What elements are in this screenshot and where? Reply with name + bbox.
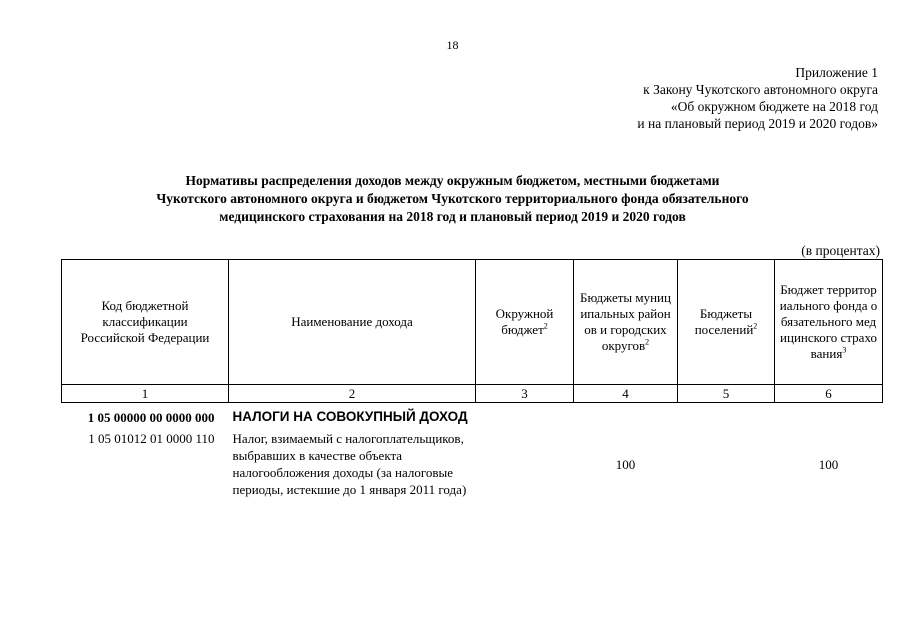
title-line: медицинского страхования на 2018 год и плановый период 2019 и 2020 годов: [219, 209, 686, 224]
empty-cell: [775, 403, 883, 431]
header-text: Окружной бюджет: [495, 306, 554, 337]
header-budget-code: [62, 260, 229, 385]
budget-code: 1 05 00000 00 0000 000: [87, 410, 215, 425]
income-name: НАЛОГИ НА СОВОКУПНЫЙ ДОХОД: [232, 409, 468, 424]
header-district-budget: [476, 260, 574, 385]
title-line: Чукотского автономного округа и бюджетом Чукотского территориального фонда обязательного: [156, 191, 749, 206]
header-text: Бюджет территориального фонда обязательного медицинского страхования: [779, 282, 878, 361]
footnote-mark: 2: [645, 337, 650, 347]
header-text: Бюджеты муниципальных районов и городских округов: [580, 290, 671, 353]
header-text: Наименование дохода: [291, 314, 413, 329]
header-text: Код бюджетной классификации Российской Федерации: [80, 298, 210, 345]
income-name: Налог, взимаемый с налогоплательщиков, выбравших в качестве объекта налогообложения доходы (за налоговые периоды, истекшие до 1 января 2011 года): [232, 431, 467, 497]
column-number: 4: [574, 385, 678, 403]
header-settlement-budgets: [678, 260, 775, 385]
header-medical-fund-budget: [775, 260, 883, 385]
header-municipal-budgets: [574, 260, 678, 385]
table-row: [62, 430, 883, 498]
header-income-name: [229, 260, 476, 385]
revenue-norms-table: [61, 259, 883, 498]
document-title: [40, 172, 865, 226]
page-number: 18: [446, 38, 459, 52]
table-header-row: [62, 260, 883, 385]
table-row: [62, 403, 883, 431]
unit-note: (в процентах): [801, 243, 880, 258]
appendix-header: [637, 64, 878, 132]
appendix-line: «Об окружном бюджете на 2018 год: [670, 99, 878, 114]
title-line: Нормативы распределения доходов между окружным бюджетом, местными бюджетами: [185, 173, 720, 188]
appendix-line: Приложение 1: [795, 65, 878, 80]
header-text: Бюджеты поселений: [694, 306, 754, 337]
appendix-line: и на плановый период 2019 и 2020 годов»: [637, 116, 878, 131]
footnote-mark: 2: [543, 321, 548, 331]
footnote-mark: 2: [753, 321, 758, 331]
column-number: 2: [229, 385, 476, 403]
appendix-line: к Закону Чукотского автономного округа: [643, 82, 878, 97]
settlement-budgets-value: [678, 430, 775, 498]
empty-cell: [678, 403, 775, 431]
district-budget-value: [476, 430, 574, 498]
footnote-mark: 3: [842, 345, 847, 355]
budget-code: 1 05 01012 01 0000 110: [88, 431, 215, 446]
column-numbers-row: [62, 385, 883, 403]
medical-fund-value: 100: [818, 456, 839, 472]
column-number: 1: [62, 385, 229, 403]
column-number: 5: [678, 385, 775, 403]
empty-cell: [476, 403, 574, 431]
column-number: 6: [775, 385, 883, 403]
empty-cell: [574, 403, 678, 431]
municipal-budgets-value: 100: [615, 456, 636, 472]
column-number: 3: [476, 385, 574, 403]
